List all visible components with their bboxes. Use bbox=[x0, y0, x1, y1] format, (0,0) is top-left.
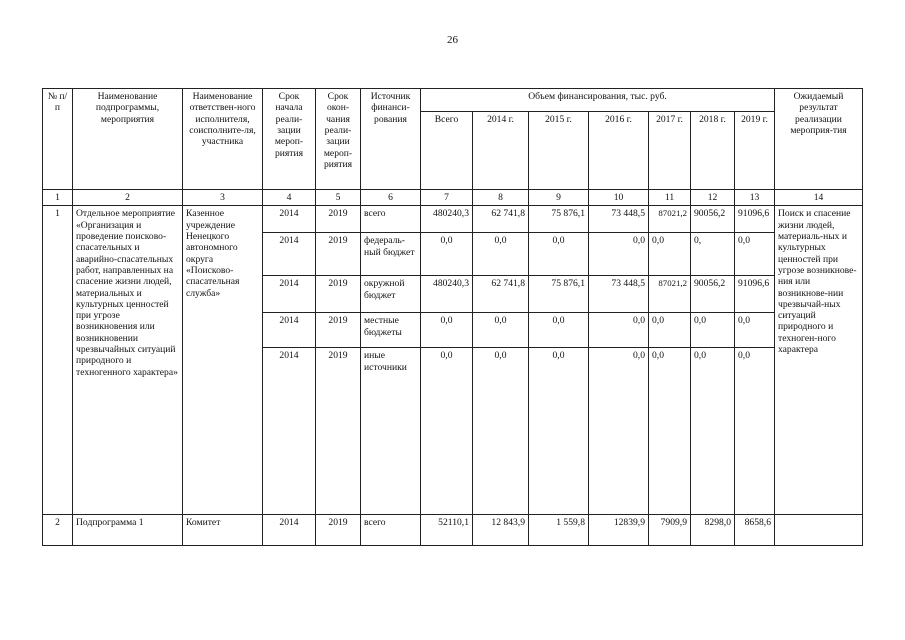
amount-2017: 87021,2 bbox=[649, 206, 691, 233]
amount-2018: 0,0 bbox=[691, 348, 735, 515]
amount-2017: 0,0 bbox=[649, 348, 691, 515]
start-year: 2014 bbox=[263, 348, 316, 515]
expected-result bbox=[775, 515, 863, 546]
column-number: 2 bbox=[73, 190, 183, 206]
end-year: 2019 bbox=[316, 206, 361, 233]
amount-2016: 73 448,5 bbox=[589, 276, 649, 313]
column-number: 9 bbox=[529, 190, 589, 206]
column-number: 5 bbox=[316, 190, 361, 206]
table-row bbox=[43, 515, 863, 546]
column-number: 8 bbox=[473, 190, 529, 206]
column-number: 3 bbox=[183, 190, 263, 206]
header-2019: 2019 г. bbox=[735, 112, 775, 190]
column-number: 4 bbox=[263, 190, 316, 206]
funding-source: местные бюджеты bbox=[361, 313, 421, 348]
measure-name: Подпрограмма 1 bbox=[73, 515, 183, 546]
amount-2015: 0,0 bbox=[529, 313, 589, 348]
amount-2018: 90056,2 bbox=[691, 206, 735, 233]
column-number: 14 bbox=[775, 190, 863, 206]
funding-source: всего bbox=[361, 206, 421, 233]
column-number: 6 bbox=[361, 190, 421, 206]
amount-2014: 0,0 bbox=[473, 233, 529, 276]
header-result: Ожидаемый результат реализации мероприя-тия bbox=[775, 89, 863, 190]
amount-2019: 0,0 bbox=[735, 348, 775, 515]
header-total: Всего bbox=[421, 112, 473, 190]
amount-2019: 8658,6 bbox=[735, 515, 775, 546]
amount-2017: 0,0 bbox=[649, 313, 691, 348]
header-end: Срок окон-чания реали-зации мероп-риятия bbox=[316, 89, 361, 190]
header-2017: 2017 г. bbox=[649, 112, 691, 190]
funding-source: иные источники bbox=[361, 348, 421, 515]
column-number: 13 bbox=[735, 190, 775, 206]
amount-2015: 75 876,1 bbox=[529, 276, 589, 313]
amount-2018: 90056,2 bbox=[691, 276, 735, 313]
amount-2016: 73 448,5 bbox=[589, 206, 649, 233]
total-amount: 0,0 bbox=[421, 313, 473, 348]
start-year: 2014 bbox=[263, 515, 316, 546]
amount-2014: 0,0 bbox=[473, 313, 529, 348]
header-2015: 2015 г. bbox=[529, 112, 589, 190]
amount-2014: 12 843,9 bbox=[473, 515, 529, 546]
column-number: 10 bbox=[589, 190, 649, 206]
start-year: 2014 bbox=[263, 276, 316, 313]
amount-2018: 8298,0 bbox=[691, 515, 735, 546]
total-amount: 52110,1 bbox=[421, 515, 473, 546]
amount-2019: 0,0 bbox=[735, 313, 775, 348]
amount-2016: 12839,9 bbox=[589, 515, 649, 546]
header-row-top bbox=[43, 89, 863, 112]
amount-2016: 0,0 bbox=[589, 233, 649, 276]
header-start: Срок начала реали-зации мероп-риятия bbox=[263, 89, 316, 190]
amount-2017: 0,0 bbox=[649, 233, 691, 276]
executor-name: Комитет bbox=[183, 515, 263, 546]
amount-2015: 1 559,8 bbox=[529, 515, 589, 546]
column-number: 1 bbox=[43, 190, 73, 206]
end-year: 2019 bbox=[316, 233, 361, 276]
header-funding-group: Объем финансирования, тыс. руб. bbox=[421, 89, 775, 112]
amount-2019: 91096,6 bbox=[735, 276, 775, 313]
total-amount: 480240,3 bbox=[421, 276, 473, 313]
row-number: 2 bbox=[43, 515, 73, 546]
amount-2017: 7909,9 bbox=[649, 515, 691, 546]
header-2018: 2018 г. bbox=[691, 112, 735, 190]
end-year: 2019 bbox=[316, 515, 361, 546]
executor-name: Казенное учреждение Ненецкого автономного округа «Поисково-спасательная служба» bbox=[183, 206, 263, 515]
column-number: 7 bbox=[421, 190, 473, 206]
row-number: 1 bbox=[43, 206, 73, 515]
header-source: Источник финанси-рования bbox=[361, 89, 421, 190]
amount-2018: 0,0 bbox=[691, 313, 735, 348]
amount-2019: 0,0 bbox=[735, 233, 775, 276]
financing-table bbox=[42, 88, 863, 546]
funding-source: окружной бюджет bbox=[361, 276, 421, 313]
end-year: 2019 bbox=[316, 348, 361, 515]
amount-2015: 0,0 bbox=[529, 348, 589, 515]
column-number: 12 bbox=[691, 190, 735, 206]
end-year: 2019 bbox=[316, 276, 361, 313]
amount-2017: 87021,2 bbox=[649, 276, 691, 313]
expected-result: Поиск и спасение жизни людей, материаль-ных и культурных ценностей при угрозе возникнове-ния или возникнове-нии чрезвычай-ных ситуаций природного и техноген-ного характера bbox=[775, 206, 863, 515]
column-number-row bbox=[43, 190, 863, 206]
header-2014: 2014 г. bbox=[473, 112, 529, 190]
column-number: 11 bbox=[649, 190, 691, 206]
total-amount: 0,0 bbox=[421, 348, 473, 515]
amount-2014: 0,0 bbox=[473, 348, 529, 515]
amount-2015: 0,0 bbox=[529, 233, 589, 276]
amount-2018: 0, bbox=[691, 233, 735, 276]
start-year: 2014 bbox=[263, 206, 316, 233]
amount-2014: 62 741,8 bbox=[473, 206, 529, 233]
header-executor: Наименование ответствен-ного исполнителя, соисполните-ля, участника bbox=[183, 89, 263, 190]
total-amount: 0,0 bbox=[421, 233, 473, 276]
amount-2016: 0,0 bbox=[589, 348, 649, 515]
total-amount: 480240,3 bbox=[421, 206, 473, 233]
header-2016: 2016 г. bbox=[589, 112, 649, 190]
start-year: 2014 bbox=[263, 233, 316, 276]
header-name: Наименование подпрограммы, мероприятия bbox=[73, 89, 183, 190]
start-year: 2014 bbox=[263, 313, 316, 348]
header-num: № п/п bbox=[43, 89, 73, 190]
funding-source: федераль-ный бюджет bbox=[361, 233, 421, 276]
amount-2019: 91096,6 bbox=[735, 206, 775, 233]
end-year: 2019 bbox=[316, 313, 361, 348]
amount-2015: 75 876,1 bbox=[529, 206, 589, 233]
amount-2014: 62 741,8 bbox=[473, 276, 529, 313]
table-row bbox=[43, 206, 863, 233]
funding-source: всего bbox=[361, 515, 421, 546]
page-number: 26 bbox=[447, 34, 458, 46]
measure-name: Отдельное мероприятие «Организация и проведение поисково-спасательных и аварийно-спасательных работ, направленных на спасение жизни людей, материальных и культурных ценностей при угрозе возникновения или возникновении чрезвычайных ситуаций природного и техногенного характера» bbox=[73, 206, 183, 515]
amount-2016: 0,0 bbox=[589, 313, 649, 348]
